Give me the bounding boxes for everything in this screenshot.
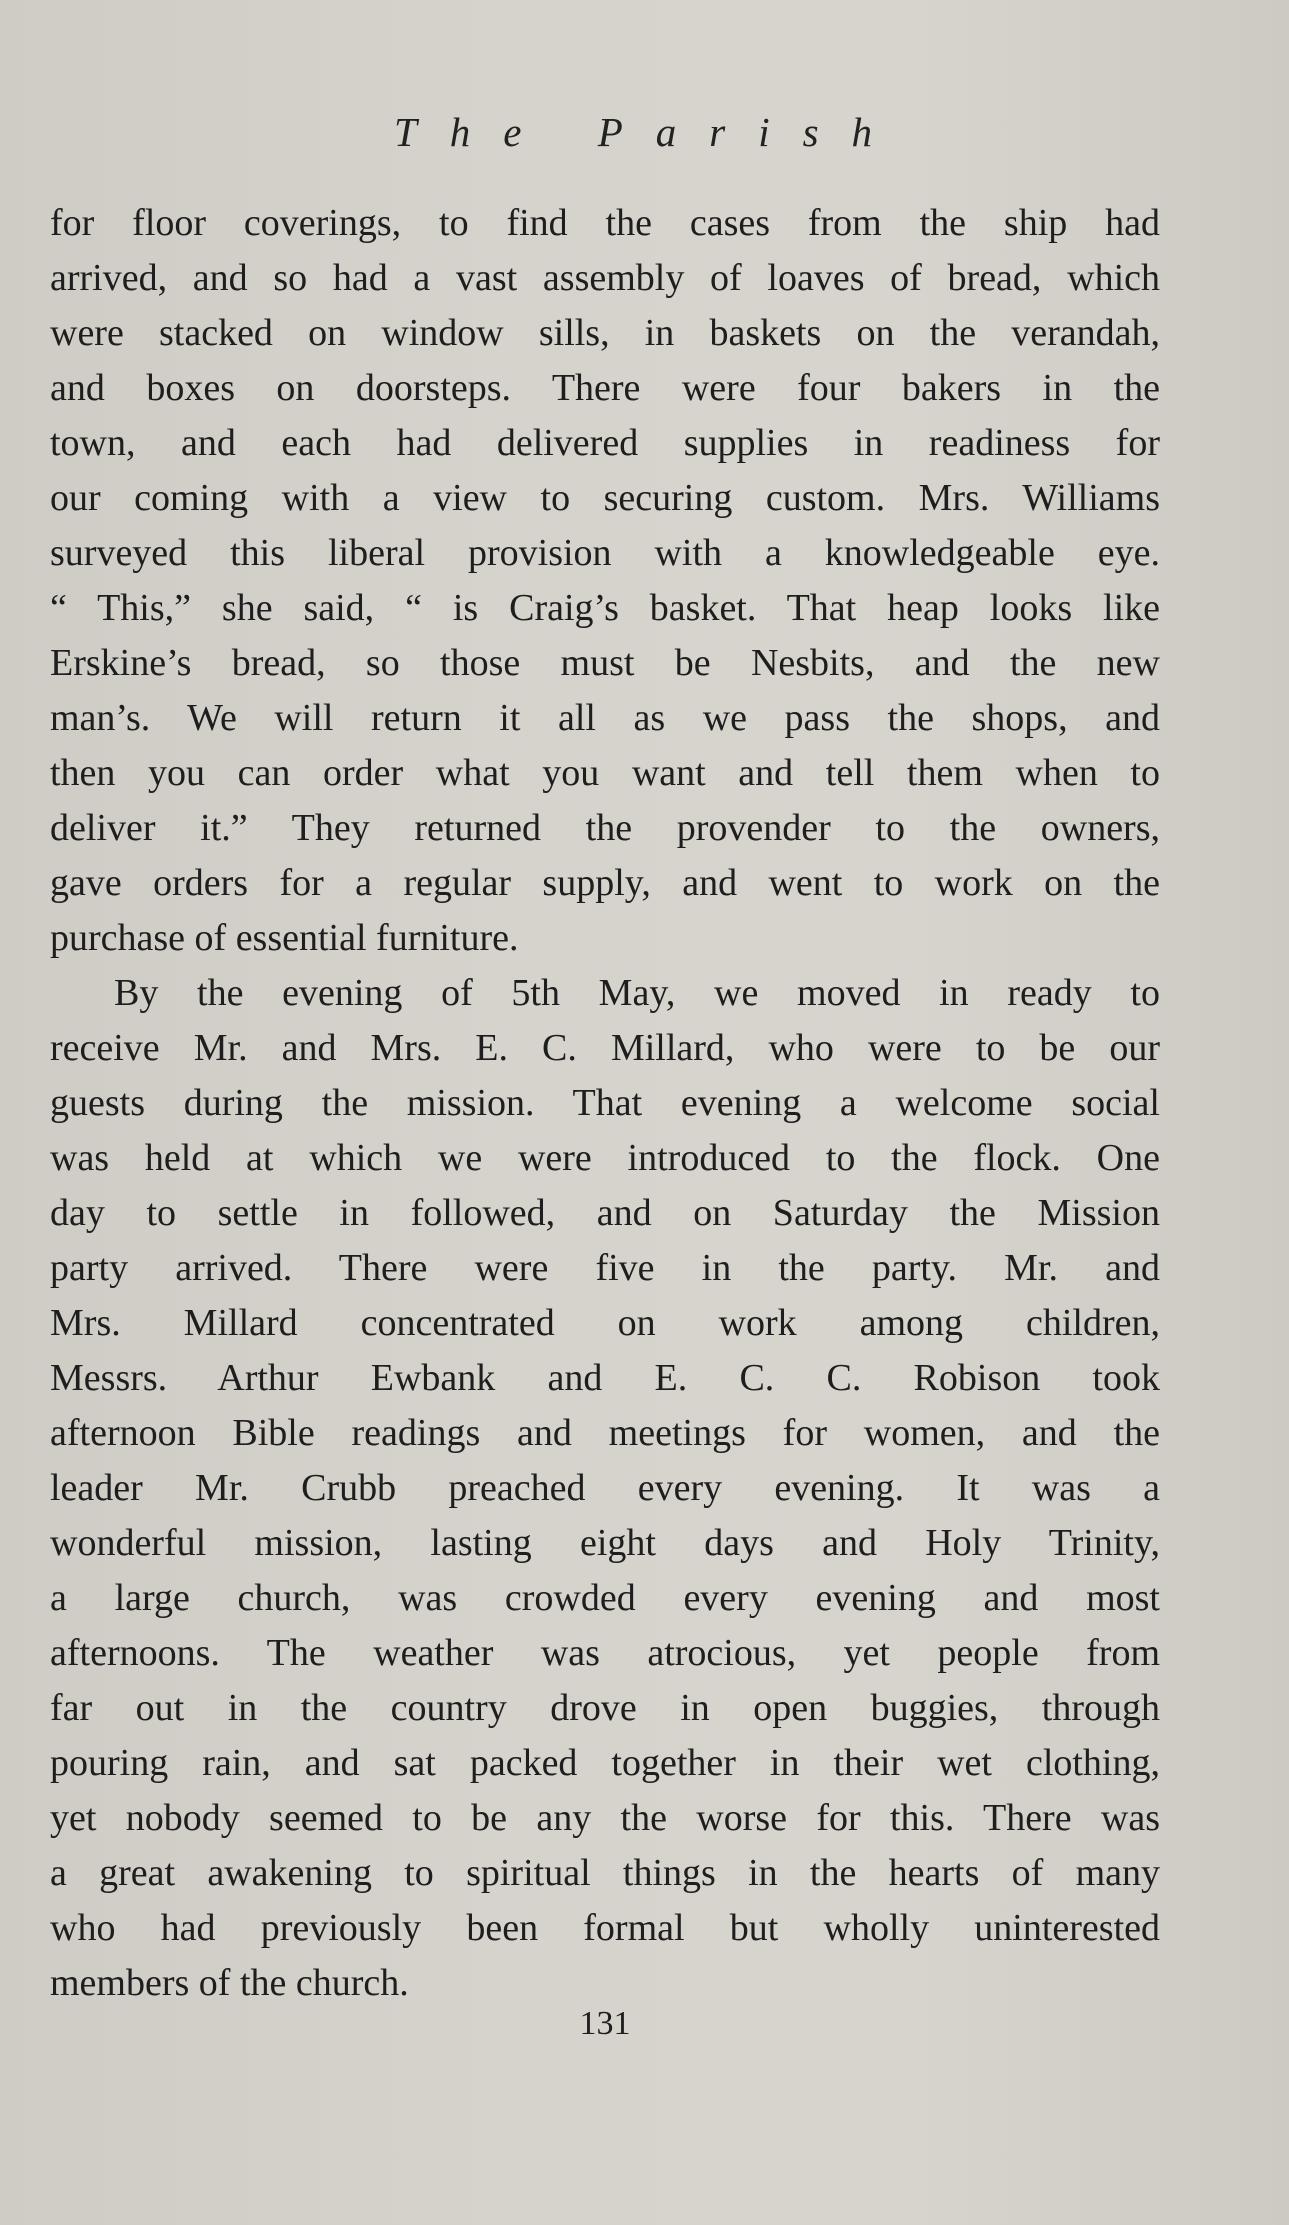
text-line: a large church, was crowded every evening and most <box>50 1577 1160 1619</box>
text-line: afternoons. The weather was atrocious, yet people from <box>50 1632 1160 1674</box>
text-line: gave orders for a regular supply, and went to work on the <box>50 862 1160 904</box>
text-line: members of the church. <box>50 1962 409 2004</box>
text-line: far out in the country drove in open buggies, through <box>50 1687 1160 1729</box>
text-line: arrived, and so had a vast assembly of loaves of bread, which <box>50 257 1160 299</box>
text-line: leader Mr. Crubb preached every evening. It was a <box>50 1467 1160 1509</box>
body-text <box>50 196 1160 2011</box>
text-line: day to settle in followed, and on Saturday the Mission <box>50 1192 1160 1234</box>
text-line: Mrs. Millard concentrated on work among children, <box>50 1302 1160 1344</box>
text-line: pouring rain, and sat packed together in their wet clothing, <box>50 1742 1160 1784</box>
text-line: receive Mr. and Mrs. E. C. Millard, who were to be our <box>50 1027 1160 1069</box>
text-line: man’s. We will return it all as we pass the shops, and <box>50 697 1160 739</box>
paragraph-1 <box>50 196 1160 966</box>
text-line: yet nobody seemed to be any the worse for this. There was <box>50 1797 1160 1839</box>
paragraph-2 <box>50 966 1160 2011</box>
text-line: afternoon Bible readings and meetings for women, and the <box>50 1412 1160 1454</box>
text-line: party arrived. There were five in the party. Mr. and <box>50 1247 1160 1289</box>
text-line: deliver it.” They returned the provender to the owners, <box>50 807 1160 849</box>
text-line: for floor coverings, to find the cases from the ship had <box>50 202 1160 244</box>
text-line: purchase of essential furniture. <box>50 917 519 959</box>
text-line: Messrs. Arthur Ewbank and E. C. C. Robison took <box>50 1357 1160 1399</box>
page-number: 131 <box>579 2005 631 2042</box>
text-line: surveyed this liberal provision with a knowledgeable eye. <box>50 532 1160 574</box>
text-line: were stacked on window sills, in baskets on the verandah, <box>50 312 1160 354</box>
text-line: guests during the mission. That evening a welcome social <box>50 1082 1160 1124</box>
text-line: was held at which we were introduced to the flock. One <box>50 1137 1160 1179</box>
text-line: who had previously been formal but wholly uninterested <box>50 1907 1160 1949</box>
text-line: and boxes on doorsteps. There were four bakers in the <box>50 367 1160 409</box>
text-line: By the evening of 5th May, we moved in ready to <box>114 972 1160 1014</box>
running-head: The Parish <box>393 109 906 155</box>
text-line: wonderful mission, lasting eight days and Holy Trinity, <box>50 1522 1160 1564</box>
text-line: then you can order what you want and tell them when to <box>50 752 1160 794</box>
text-line: our coming with a view to securing custom. Mrs. Williams <box>50 477 1160 519</box>
text-line: Erskine’s bread, so those must be Nesbits, and the new <box>50 642 1160 684</box>
text-line: “ This,” she said, “ is Craig’s basket. That heap looks like <box>50 587 1160 629</box>
text-line: a great awakening to spiritual things in the hearts of many <box>50 1852 1160 1894</box>
text-line: town, and each had delivered supplies in readiness for <box>50 422 1160 464</box>
